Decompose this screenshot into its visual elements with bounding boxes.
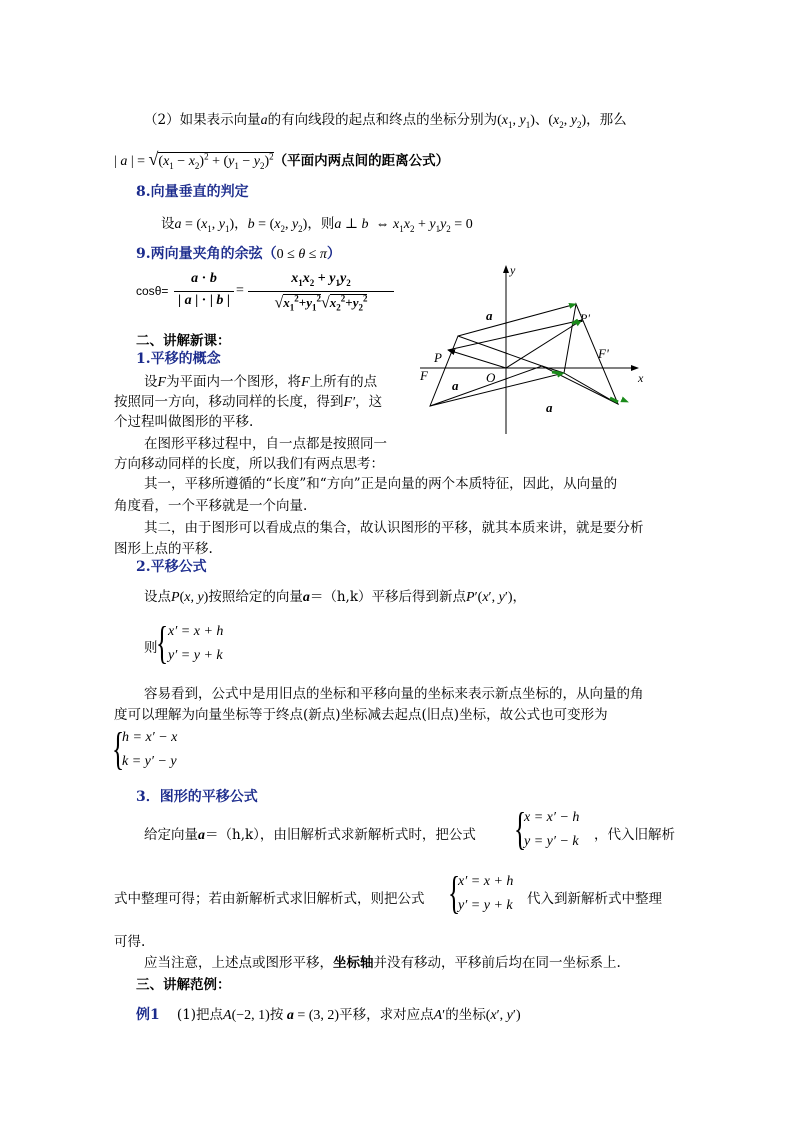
- label-a-left: a: [452, 378, 459, 393]
- cos-frac-1-line: [174, 291, 234, 292]
- arrowhead-mid: [552, 372, 560, 373]
- t3-line-2-end: 代入到新解析式中整理: [527, 891, 662, 907]
- t1-line-1: 设F为平面内一个图形，将F上所有的点: [144, 374, 378, 390]
- figure-F-prime: [564, 304, 618, 404]
- cos-frac-1-num: a · b: [191, 271, 217, 286]
- t2-line-2: 容易看到，公式中是用旧点的坐标和平移向量的坐标来表示新点坐标的，从向量的角: [144, 686, 644, 702]
- t2-then: 则: [144, 640, 158, 656]
- example-1: 例1 (1)把点A(−2, 1)按 a = (3, 2)平移，求对应点A′的坐标(x′, y′): [136, 1007, 521, 1023]
- t1-line-5: 方向移动同样的长度，所以我们有两点思考：: [114, 456, 384, 472]
- label-a-bottom: a: [546, 400, 553, 415]
- cos-frac-2-den: $√x_1^2+y_1^2√x_2^2+y_2^2$: [274, 294, 368, 313]
- t1-line-3: 个过程叫做图形的平移.: [114, 414, 254, 430]
- t1-line-9: 图形上点的平移.: [114, 541, 213, 557]
- cos-frac-1-den: | a | · | b |: [177, 293, 231, 308]
- t3-line-1: 给定向量a＝（h,k），由旧解析式求新解析式时，把公式: [144, 827, 476, 843]
- label-O: O: [486, 370, 496, 385]
- translation-concept-title: 1.平移的概念: [136, 351, 221, 367]
- label-F: F: [420, 368, 428, 383]
- perp-condition: 设$a = (x_1$, $y_1$)，$b = (x_2$, $y_2$)，则a ⊥ b ⇔ $x_1x_2 + y_1y_2 = 0$: [161, 216, 473, 234]
- t2-line-1: 设点P(x, y)按照给定的向量a＝（h,k）平移后得到新点P′(x′, y′)，: [144, 589, 527, 605]
- t3-line-2: 式中整理可得；若由新解析式求旧解析式，则把公式: [114, 891, 425, 907]
- t2-line-3: 度可以理解为向量坐标等于终点(新点)坐标减去起点(旧点)坐标，故公式也可变形为: [114, 707, 608, 723]
- label-y: y: [510, 263, 516, 277]
- vector-a-top: [458, 304, 576, 336]
- part-3-heading: 三、讲解范例：: [136, 977, 231, 993]
- cos-frac-2-num: $x_1x_2 + y_1y_2$: [291, 271, 351, 288]
- section-8-title: 8.向量垂直的判定: [136, 184, 249, 200]
- label-P: P: [434, 350, 442, 365]
- translation-figure: [412, 262, 648, 438]
- label-P-prime: P': [580, 311, 590, 325]
- graph-translation-title: 3．图形的平移公式: [136, 789, 258, 805]
- vector-P-P-prime: [448, 320, 582, 350]
- section-9-title: 9.两向量夹角的余弦（0 ≤ θ ≤ π）: [136, 246, 341, 262]
- vector-O-P: [448, 350, 506, 368]
- para-distance: （2）如果表示向量a的有向线段的起点和终点的坐标分别为($x_1$, $y_1$)、($x_2$, $y_2$)，那么: [144, 112, 627, 130]
- cos-frac-2-line: [248, 291, 394, 292]
- part-2-heading: 二、讲解新课：: [136, 333, 231, 349]
- label-F-prime: F': [598, 346, 609, 361]
- t1-line-2: 按照同一方向，移动同样的长度，得到F′，这: [114, 394, 383, 410]
- label-a-top: a: [486, 308, 493, 323]
- vector-a-bottom: [430, 373, 564, 406]
- t3-line-1-end: ，代入旧解析: [594, 827, 675, 843]
- t3-line-3: 可得.: [114, 934, 146, 950]
- translation-formula-title: 2.平移公式: [136, 559, 207, 575]
- vector-O-P-prime: [506, 320, 582, 368]
- t1-line-6: 其一，平移所遵循的“长度”和“方向”正是向量的两个本质特征，因此，从向量的: [144, 476, 618, 492]
- cos-label: cosθ=: [136, 284, 169, 298]
- t1-line-8: 其二，由于图形可以看成点的集合，故认识图形的平移，就其本质来讲，就是要分析: [144, 520, 644, 536]
- distance-formula: | a | = $√(x_1 - x_2)^2 + (y_1 - y_2)^2$（平面内两点间的距离公式）: [114, 149, 450, 171]
- label-x: x: [638, 371, 644, 385]
- arrowhead-right: [610, 398, 618, 402]
- t3-line-4: 应当注意，上述点或图形平移，坐标轴并没有移动，平移前后均在同一坐标系上.: [144, 955, 621, 971]
- t1-line-7: 角度看，一个平移就是一个向量.: [114, 498, 308, 514]
- t1-line-4: 在图形平移过程中，自一点都是按照同一: [144, 436, 387, 452]
